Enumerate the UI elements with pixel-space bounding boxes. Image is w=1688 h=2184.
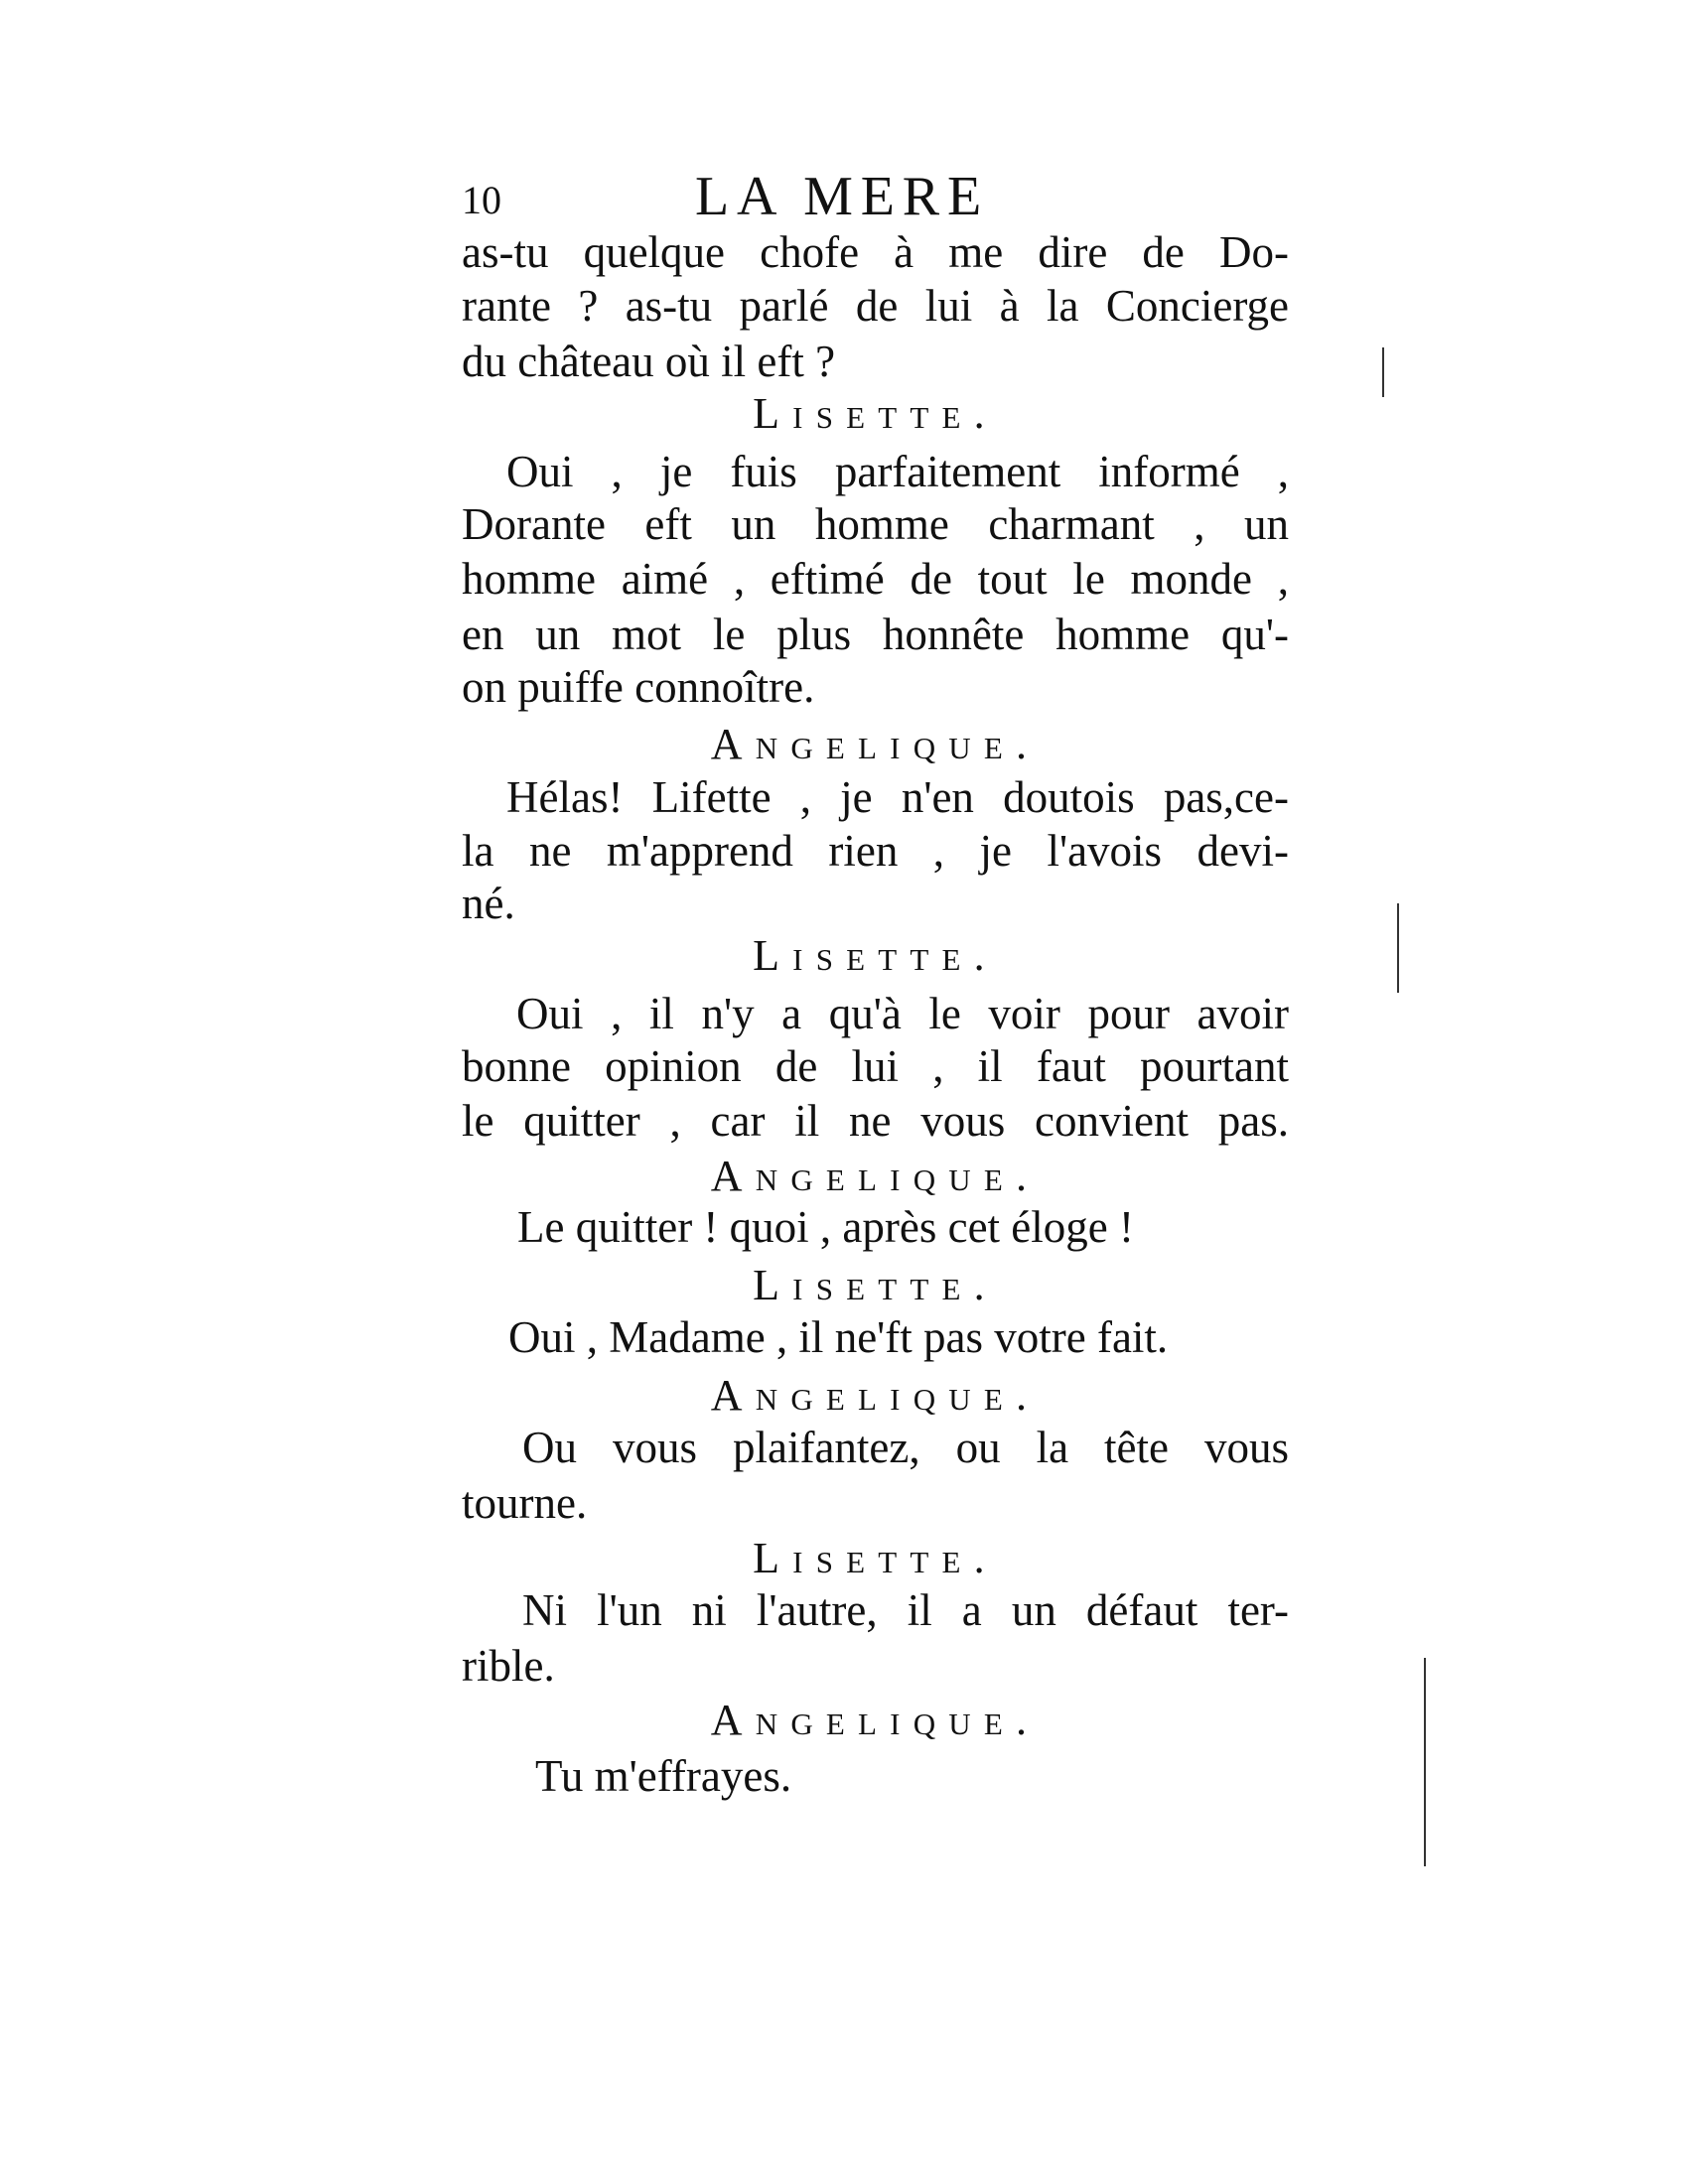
text-line: tourne. xyxy=(462,1478,588,1528)
speaker-name: Lisette. xyxy=(753,1534,998,1582)
text-line: la ne m'apprend rien , je l'avois devi- xyxy=(462,826,1289,876)
text-line: Le quitter ! quoi , après cet éloge ! xyxy=(517,1202,1134,1252)
running-title: LA MERE xyxy=(695,166,989,227)
margin-scan-line xyxy=(1397,903,1399,993)
text-line: Ni l'un ni l'autre, il a un défaut ter- xyxy=(522,1585,1289,1635)
text-line: né. xyxy=(462,879,515,928)
speaker-name: Lisette. xyxy=(753,931,998,980)
text-line: rible. xyxy=(462,1641,555,1691)
page-number: 10 xyxy=(462,178,501,222)
text-line: Oui , il n'y a qu'à le voir pour avoir xyxy=(516,989,1289,1038)
text-line: Ou vous plaifantez, ou la tête vous xyxy=(522,1423,1289,1472)
text-line: Oui , Madame , il ne'ft pas votre fait. xyxy=(508,1312,1169,1362)
margin-scan-line xyxy=(1424,1658,1426,1866)
speaker-name: Angelique. xyxy=(710,1371,1041,1420)
text-line: rante ? as-tu parlé de lui à la Concierge xyxy=(462,281,1289,331)
margin-scan-line xyxy=(1382,347,1384,397)
text-line: on puiffe connoître. xyxy=(462,662,815,712)
text-line: du château où il eft ? xyxy=(462,337,836,386)
text-line: Dorante eft un homme charmant , un xyxy=(462,499,1289,549)
text-line: Oui , je fuis parfaitement informé , xyxy=(506,447,1289,496)
speaker-name: Lisette. xyxy=(753,1261,998,1309)
speaker-name: Angelique. xyxy=(710,1152,1041,1200)
speaker-name: Lisette. xyxy=(753,389,998,438)
text-line: Hélas! Lifette , je n'en doutois pas,ce- xyxy=(506,772,1289,822)
text-line: en un mot le plus honnête homme qu'- xyxy=(462,610,1289,659)
speaker-name: Angelique. xyxy=(710,1696,1041,1744)
speaker-name: Angelique. xyxy=(710,720,1041,768)
text-line: bonne opinion de lui , il faut pourtant xyxy=(462,1041,1289,1091)
text-line: as-tu quelque chofe à me dire de Do- xyxy=(462,227,1289,277)
text-line: homme aimé , eftimé de tout le monde , xyxy=(462,554,1289,604)
text-line: Tu m'effrayes. xyxy=(535,1751,792,1801)
text-line: le quitter , car il ne vous convient pas. xyxy=(462,1096,1289,1146)
